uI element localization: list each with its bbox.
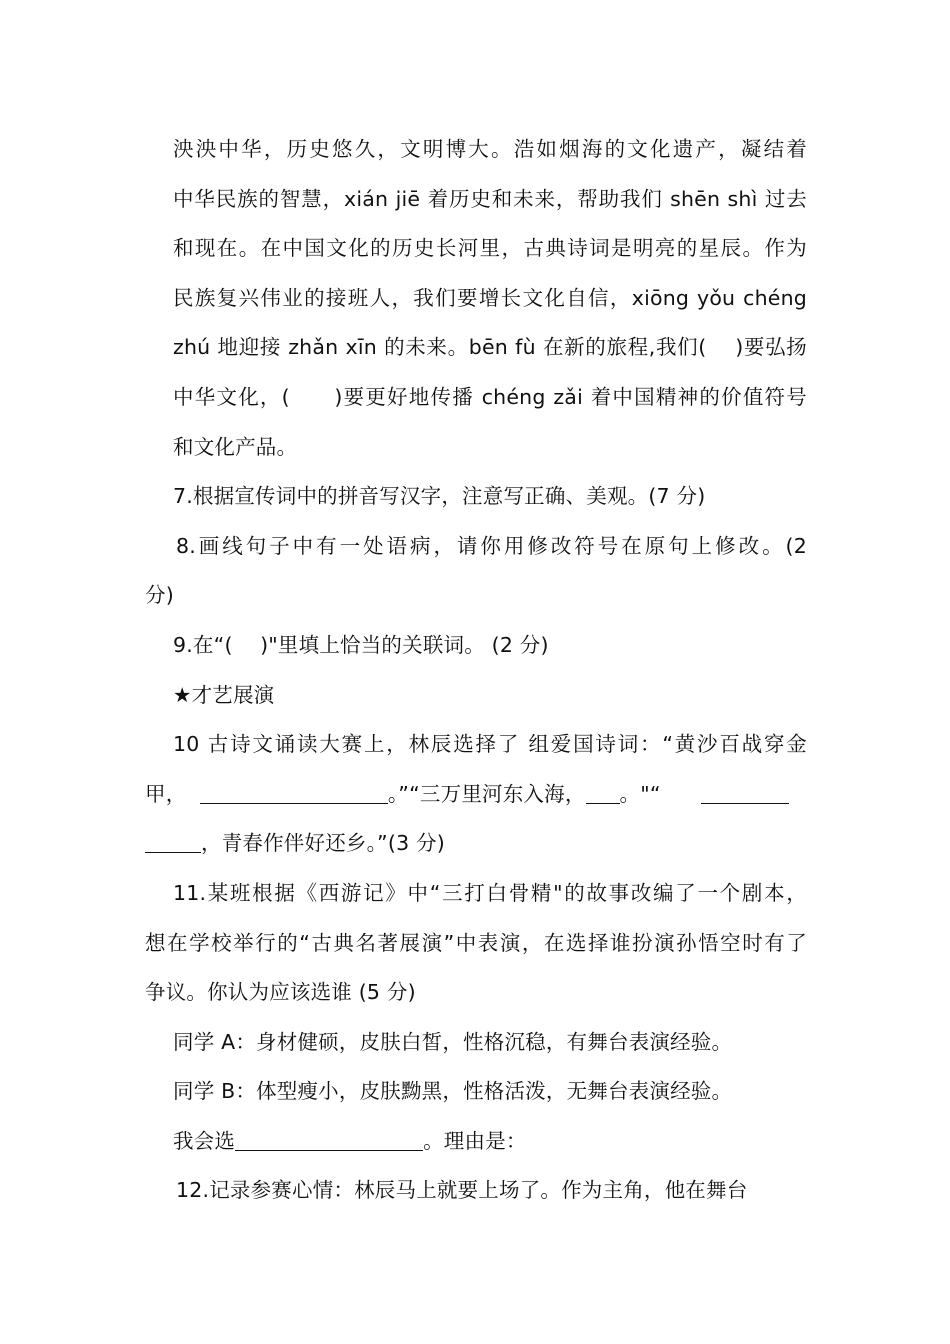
exam-content — [145, 125, 807, 1216]
question-9: 9.在“( )"里填上恰当的关联词。 (2 分) — [173, 632, 549, 657]
question-11-line: 想在学校举行的“古典名著展演”中表演，在选择谁扮演孙悟空时有了 — [145, 930, 807, 955]
passage-line: 中华民族的智慧，xián jiē 着历史和未来，帮助我们 shēn shì 过去 — [173, 186, 807, 211]
answer-blank[interactable] — [145, 831, 201, 854]
q10-text: ，青春作伴好还乡。”(3 分) — [201, 831, 445, 856]
q10-text: 甲， — [145, 781, 187, 806]
question-8-line: 8.画线句子中有一处语病，请你用修改符号在原句上修改。(2 — [176, 533, 807, 558]
q10-text: 。"“ — [619, 781, 661, 806]
student-a-description: 同学 A：身材健硕，皮肤白皙，性格沉稳，有舞台表演经验。 — [173, 1029, 733, 1054]
question-8 — [145, 522, 807, 621]
choice-line — [145, 1117, 807, 1167]
passage-paragraph — [145, 125, 807, 472]
passage-line: 和现在。在中国文化的历史长河里，古典诗词是明亮的星辰。作为 — [173, 236, 807, 261]
question-10 — [145, 720, 807, 869]
section-title: ★才艺展演 — [173, 682, 275, 707]
passage-line: 和文化产品。 — [173, 434, 298, 459]
passage-line: 泱泱中华，历史悠久，文明博大。浩如烟海的文化遗产，凝结着 — [173, 137, 807, 161]
choice-suffix: 。理由是： — [423, 1128, 527, 1153]
choice-prefix: 我会选 — [173, 1128, 236, 1153]
question-12: 12.记录参赛心情：林辰马上就要上场了。作为主角，他在舞台 — [176, 1178, 748, 1203]
question-11-line: 争议。你认为应该选谁 (5 分) — [145, 980, 416, 1005]
question-7: 7.根据宣传词中的拼音写汉字，注意写正确、美观。(7 分) — [173, 484, 706, 509]
question-11-line: 11.某班根据《西游记》中“三打白骨精"的故事改编了一个剧本， — [173, 880, 807, 905]
answer-blank[interactable] — [586, 781, 620, 804]
passage-line: 民族复兴伟业的接班人，我们要增长文化自信，xiōng yǒu chéng — [173, 285, 807, 310]
passage-line: 中华文化，( )要更好地传播 chéng zǎi 着中国精神的价值符号 — [173, 384, 807, 409]
student-b-description: 同学 B：体型瘦小，皮肤黝黑，性格活泼，无舞台表演经验。 — [173, 1079, 733, 1104]
answer-blank[interactable] — [200, 781, 388, 804]
q10-text: 。”“三万里河东入海， — [387, 781, 586, 806]
question-11 — [145, 869, 807, 1018]
question-10-line — [145, 819, 807, 869]
question-10-line: 10 古诗文诵读大赛上，林辰选择了 组爱国诗词：“黄沙百战穿金 — [173, 732, 807, 757]
passage-line: zhú 地迎接 zhǎn xīn 的未来。bēn fù 在新的旅程,我们( )要弘扬 — [173, 335, 807, 360]
answer-blank[interactable] — [701, 781, 789, 804]
question-8-line: 分) — [145, 583, 174, 608]
question-10-line — [145, 770, 807, 820]
choice-answer-blank[interactable] — [235, 1128, 423, 1151]
